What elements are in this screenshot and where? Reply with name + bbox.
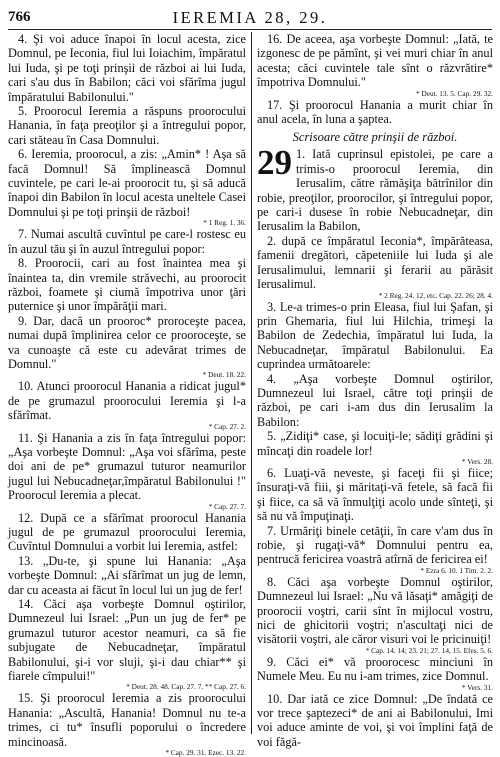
verse: 14. Căci aşa vorbeşte Domnul oştirilor, Dumnezeul lui Israel: „Pun un jug de fer* pe grumazul tuturor acestor neamuri, ca să fie subjugate de Nebucadneţar, împăratul Babilonului, şi-i vor sluji, şi-i dau chiar** şi fiarele cîmpului!" [8,597,246,684]
column-divider [251,32,252,734]
verse: 2. după ce împăratul Ieconia*, împărăteasa, famenii dregători, căpeteniile lui Iuda şi ale Ierusalimului, lemnarii şi ferarii au părăsit Ierusalimul. [257,233,493,292]
chapter-number: 29 [257,143,292,183]
verse: 13. „Du-te, şi spune lui Hanania: „Aşa vorbeşte Domnul: „Ai sfărîmat un jug de lemn, dar cu aceasta ai făcut în locul lui un jug de fer! [8,553,246,597]
right-column [257,32,493,749]
chapter-start [257,143,493,234]
page-number: 766 [8,9,31,25]
left-column [8,32,246,757]
verse: 3. Le-a trimes-o prin Eleasa, fiul lui Şafan, şi prin Ghemaria, fiul lui Hilchia, trimeşi la Babilon de Zedechia, împăratul lui Iuda, la Nebucadneţar, împăratul Babilonului. Ea cuprindea următoarele: [257,299,493,372]
cross-reference: * Deut. 13. 5. Cap. 29. 32. [415,88,493,98]
cross-reference: * Deut. 28. 48. Cap. 27. 7. ** Cap. 27. 6. [126,682,246,692]
verse: 9. Căci ei* vă proorocesc minciuni în Numele Meu. Eu nu i-am trimes, zice Domnul. [257,654,493,684]
verse: 9. Dar, dacă un prooroc* proroceşte pacea, numai după împlinirea celor ce prooroceşte, se va cunoaşte că este cu adevărat trimes de Domnul." [8,313,246,371]
cross-reference: * 1 Reg. 1. 36. [203,218,246,228]
verse: 1. Iată cuprinsul epistolei, pe care a trimis-o proorocul Ieremia, din Ierusalim, către rămăşiţa bătrînilor din robie, preoţilor, proorocilor, şi întregului popor, pe cari-i dusese în robie Nebucadneţar, din Ierusalim la Babilon, [257,147,493,234]
verse: 17. Şi proorocul Hanania a murit chiar în anul acela, în luna a şaptea. [257,97,493,127]
verse: 6. Luaţi-vă neveste, şi faceţi fii şi fiice; însuraţi-vă fiii, şi măritaţi-vă fetele, să facă fii şi fiice, ca să vă înmulţiţi acolo unde sînteţi, şi să nu vă împuţinaţi. [257,465,493,524]
cross-reference: * Ezra 6. 10. 1 Tim. 2. 2. [420,565,493,575]
verse: 5. „Zidiţi* case, şi locuiţi-le; sădiţi grădini şi mîncaţi din roadele lor! [257,429,493,458]
verse: 11. Şi Hanania a zis în faţa întregului popor: „Aşa vorbeşte Domnul: „Aşa voi sfărîma, peste doi ani de pe* grumazul tuturor neamurilor jugul lui Nebucadneţar,împăratul Babilonului !" Proorocul Ieremia a plecat. [8,430,246,503]
verse: 10. Atunci proorocul Hanania a ridicat jugul* de pe grumazul proorocului Ieremia şi l-a sfărîmat. [8,379,246,423]
header-rule [8,29,492,30]
cross-reference: * Vers. 31. [461,682,493,692]
verse: 10. Dar iată ce zice Domnul: „De îndată ce vor trece şaptezeci* de ani ai Babilonului, Imi voi aduce aminte de voi, şi voi împlini faţă de voi făgă- [257,691,493,749]
cross-reference: * 2 Reg. 24. 12, etc. Cap. 22. 26; 28. 4. [378,290,493,300]
verse: 5. Proorocul Ieremia a răspuns proorocului Hanania, în faţa preoţilor şi a întregului popor, cari stăteau în Casa Domnului. [8,104,246,147]
cross-reference: * Cap. 27. 2. [208,421,246,431]
verse: 7. Numai ascultă cuvîntul pe care-l rostesc eu în auzul tău şi în auzul întregului popor: [8,227,246,256]
verse: 16. De aceea, aşa vorbeşte Domnul: „Iată, te izgonesc de pe pămînt, şi vei muri chiar în anul acesta; căci cuvintele tale sînt o răzvrătire* împotriva Domnului." [257,32,493,90]
cross-reference: * Cap. 14. 14; 23. 21; 27. 14, 15. Efes. 5. 6. [365,645,493,655]
verse: 4. Şi voi aduce înapoi în locul acesta, zice Domnul, pe Ieconia, fiul lui Ioiachim, împăratul lui Iuda, şi pe toţi prinşii de război ai lui Iuda, cari s'au dus în Babilon; căci voi sfărîma jugul împăratului Babilonului." [8,32,246,104]
cross-reference: * Cap. 29. 31. Ezec. 13. 22. [165,748,246,757]
verse: 8. Proorocii, cari au fost înaintea mea şi înaintea ta, din vremile străvechi, au proorocit război, foamete şi ciumă împotriva unor ţări puternice şi unor împărăţii mari. [8,256,246,314]
verse: 8. Căci aşa vorbeşte Domnul oştirilor, Dumnezeul lui Israel: „Nu vă lăsaţi* amăgiţi de proorocii voştri, carii sînt în mijlocul vostru, nici de ghicitorii voştri; n'ascultaţi nici de visătorii voştri, ale căror visuri voi le pricinuiţi! [257,574,493,647]
verse: 12. După ce a sfărîmat proorocul Hanania jugul de pe grumazul proorocului Ieremia, Cuvîntul Domnului a vorbit lui Ieremia, astfel: [8,510,246,554]
verse: 4. „Aşa vorbeşte Domnul oştirilor, Dumnezeul lui Israel, către toţi prinşii de război, pe cari i-am dus din Ierusalim la Babilon: [257,371,493,429]
running-title: IEREMIA 28, 29. [172,8,328,27]
verse: 15. Şi proorocul Ieremia a zis proorocului Hanania: „Ascultă, Hanania! Domnul nu te-a trimes, ci tu* însufli poporului o încredere mincinoasă. [8,691,246,749]
cross-reference: * Cap. 27. 7. [208,501,246,511]
verse: 7. Urmăriţi binele cetăţii, în care v'am dus în robie, şi rugaţi-vă* Domnului pentru ea, pentrucă fericirea voastră atîrnă de fericirea ei! [257,523,493,567]
cross-reference: * Vers. 28. [461,456,493,466]
cross-reference: * Deut. 18. 22. [202,370,246,380]
verse: 6. Ieremia, proorocul, a zis: „Amin* ! Aşa să facă Domnul! Să împlinească Domnul cuvintele, pe cari le-ai proorocit tu, şi să aducă înapoi din Babilon în locul acesta uneltele Casei Domnului şi pe toţi prinşii de război! [8,147,246,219]
section-title: Scrisoare către prinşii de război. [292,130,458,145]
page-header [8,6,492,28]
